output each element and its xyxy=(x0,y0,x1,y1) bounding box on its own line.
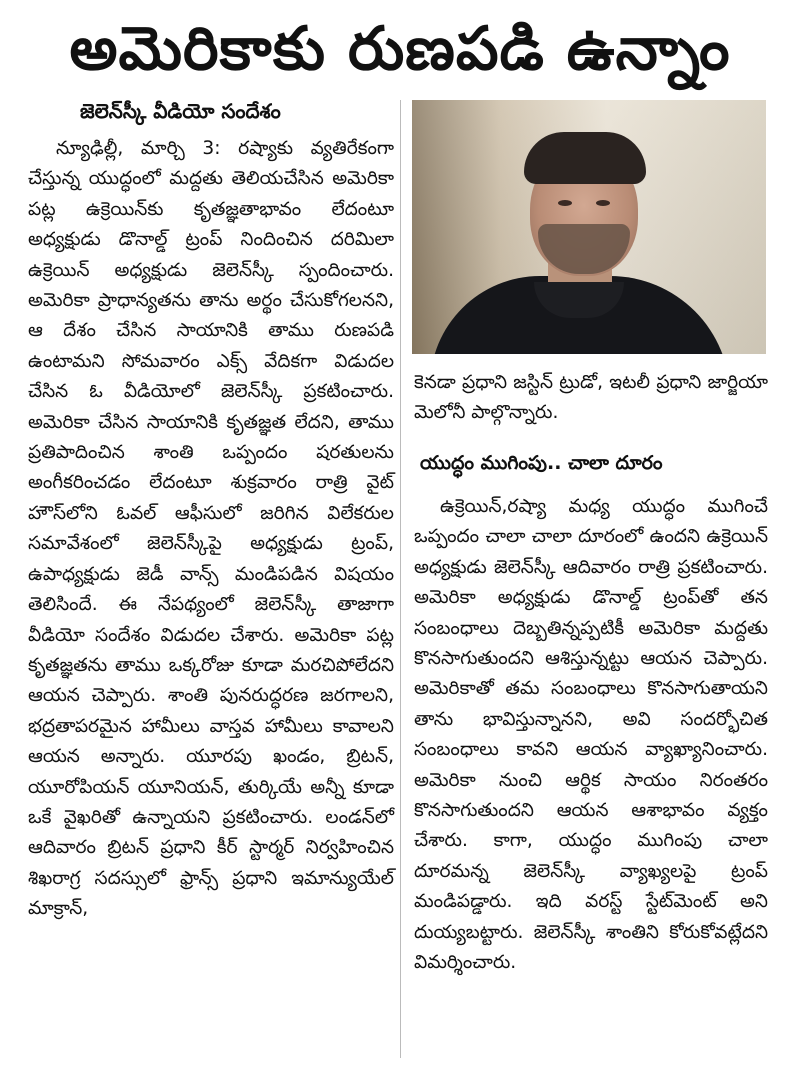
article-paragraph: ఉక్రెయిన్,రష్యా మధ్య యుద్ధం ముగించే ఒప్పందం చాలా చాలా దూరంలో ఉందని ఉక్రెయిన్ అధ్యక్షుడు జెలెన్‌స్కీ ఆదివారం రాత్రి ప్రకటించారు. అమెరికా అధ్యక్షుడు డొనాల్డ్ ట్రంప్‌తో తన సంబంధాలు దెబ్బతిన్నప్పటికీ అమెరికా మద్దతు కొనసాగుతుందని ఆశిస్తున్నట్టు ఆయన చెప్పారు. అమెరికాతో తమ సంబంధాలు కొనసాగుతాయని తాను భావిస్తున్నానని, అవి సందర్భోచిత సంబంధాలు కావని ఆయన వ్యాఖ్యానించారు. అమెరికా నుంచి ఆర్థిక సాయం నిరంతరం కొనసాగుతుందని ఆయన ఆశాభావం వ్యక్తం చేశారు. కాగా, యుద్ధం ముగింపు చాలా దూరమన్న జెలెన్‌స్కీ వ్యాఖ్యలపై ట్రంప్ మండిపడ్డారు. ఇది వరస్ట్ స్టేట్‌మెంట్ అని దుయ్యబట్టారు. జెలెన్‌స్కీ శాంతిని కోరుకోవట్లేదని విమర్శించారు. xyxy=(414,496,768,974)
section-heading: యుద్ధం ముగింపు.. చాలా దూరం xyxy=(420,452,663,474)
news-photo xyxy=(412,100,766,354)
article-right-top: కెనడా ప్రధాని జస్టిన్ ట్రుడో, ఇటలీ ప్రధాని జార్జియా మెలోనీ పాల్గొన్నారు. xyxy=(414,372,768,424)
article-left-column xyxy=(28,134,394,925)
article-right-column xyxy=(414,492,768,979)
column-divider xyxy=(400,100,401,1058)
article-paragraph: న్యూఢిల్లీ, మార్చి 3: రష్యాకు వ్యతిరేకంగా చేస్తున్న యుద్ధంలో మద్దతు తెలియచేసిన అమెరికా పట్ల ఉక్రెయిన్‌కు కృతజ్ఞతాభావం లేదంటూ అధ్యక్షుడు డొనాల్డ్ ట్రంప్ నిందించిన దరిమిలా ఉక్రెయిన్ అధ్యక్షుడు జెలెన్‌స్కీ స్పందించారు. అమెరికా ప్రాధాన్యతను తాను అర్థం చేసుకోగలనని, ఆ దేశం చేసిన సాయానికి తాము రుణపడి ఉంటామని సోమవారం ఎక్స్ వేదికగా విడుదల చేసిన ఓ వీడియోలో జెలెన్‌స్కీ ప్రకటించారు. అమెరికా చేసిన సాయానికి కృతజ్ఞత లేదని, తాము ప్రతిపాదించిన శాంతి ఒప్పందం షరతులను అంగీకరించడం లేదంటూ శుక్రవారం రాత్రి వైట్ హౌస్‌లోని ఓవల్ ఆఫీసులో జరిగిన విలేకరుల సమావేశంలో జెలెన్‌స్కీపై అధ్యక్షుడు ట్రంప్, ఉపాధ్యక్షుడు జెడీ వాన్స్ మండిపడిన విషయం తెలిసిందే. ఈ నేపథ్యంలో జెలెన్‌స్కీ తాజాగా వీడియో సందేశం విడుదల చేశారు. అమెరికా పట్ల కృతజ్ఞతను తాము ఒక్కరోజు కూడా మరచిపోలేదని ఆయన చెప్పారు. శాంతి పునరుద్ధరణ జరగాలని, భద్రతాపరమైన హామీలు వాస్తవ హామీలు కావాలని ఆయన అన్నారు. యూరపు ఖండం, బ్రిటన్, యూరోపియన్ యూనియన్, తుర్కియే అన్నీ కూడా ఒకే వైఖరితో ఉన్నాయని ప్రకటించారు. లండన్‌లో ఆదివారం బ్రిటన్ ప్రధాని కీర్ స్టార్మర్ నిర్వహించిన శిఖరాగ్ర సదస్సులో ఫ్రాన్స్ ప్రధాని ఇమాన్యుయేల్ మాక్రాన్, xyxy=(28,138,394,920)
subheading: జెలెన్‌స్కీ వీడియో సందేశం xyxy=(80,99,281,123)
headline: అమెరికాకు రుణపడి ఉన్నాం xyxy=(69,14,731,84)
